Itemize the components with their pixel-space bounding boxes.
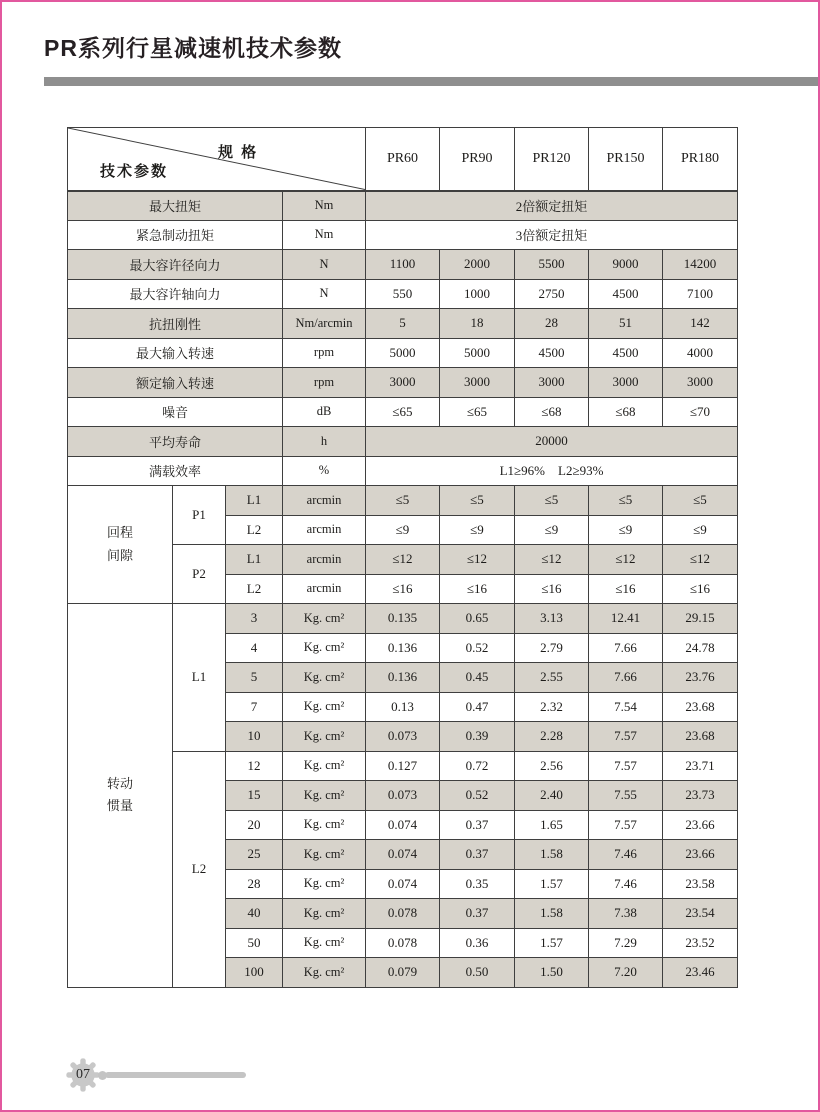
page-title: PR系列行星减速机技术参数 — [44, 35, 342, 61]
unit-cell: h — [283, 427, 366, 457]
value-cell: 4500 — [589, 338, 663, 368]
ratio-cell: 50 — [226, 928, 283, 958]
spanned-value-cell: 2倍额定扭矩 — [366, 191, 738, 221]
unit-cell: Kg. cm² — [283, 781, 366, 811]
value-cell: ≤5 — [663, 486, 738, 516]
unit-cell: rpm — [283, 368, 366, 398]
value-cell: ≤12 — [589, 545, 663, 575]
value-cell: 23.66 — [663, 840, 738, 870]
value-cell: 14200 — [663, 250, 738, 280]
ratio-cell: 100 — [226, 958, 283, 988]
value-cell: 0.127 — [366, 751, 440, 781]
value-cell: 3000 — [366, 368, 440, 398]
value-cell: 18 — [440, 309, 515, 339]
value-cell: ≤70 — [663, 397, 738, 427]
unit-cell: Kg. cm² — [283, 633, 366, 663]
value-cell: ≤5 — [440, 486, 515, 516]
value-cell: 0.078 — [366, 928, 440, 958]
unit-cell: Kg. cm² — [283, 722, 366, 752]
value-cell: ≤12 — [440, 545, 515, 575]
value-cell: 2.55 — [515, 663, 589, 693]
param-name-cell: 抗扭刚性 — [68, 309, 283, 339]
value-cell: 23.76 — [663, 663, 738, 693]
value-cell: 7.20 — [589, 958, 663, 988]
table-row — [68, 220, 738, 250]
table-row — [68, 427, 738, 457]
unit-cell: dB — [283, 397, 366, 427]
value-cell: 1100 — [366, 250, 440, 280]
column-header-pr150: PR150 — [589, 128, 663, 191]
corner-label-param: 技术参数 — [100, 162, 169, 180]
stage-cell: L1 — [226, 486, 283, 516]
value-cell: 0.073 — [366, 781, 440, 811]
value-cell: ≤9 — [663, 515, 738, 545]
ratio-cell: 10 — [226, 722, 283, 752]
value-cell: 24.78 — [663, 633, 738, 663]
table-row — [68, 250, 738, 280]
value-cell: 0.37 — [440, 810, 515, 840]
unit-cell: N — [283, 279, 366, 309]
value-cell: 0.37 — [440, 899, 515, 929]
value-cell: 2.79 — [515, 633, 589, 663]
stage-group-cell: L1 — [173, 604, 226, 752]
stage-cell: L2 — [226, 515, 283, 545]
value-cell: 0.36 — [440, 928, 515, 958]
value-cell: 1.58 — [515, 899, 589, 929]
value-cell: 0.37 — [440, 840, 515, 870]
value-cell: 0.136 — [366, 633, 440, 663]
table-row — [68, 604, 738, 634]
value-cell: 0.073 — [366, 722, 440, 752]
param-name-cell: 噪音 — [68, 397, 283, 427]
value-cell: 4500 — [515, 338, 589, 368]
value-cell: 0.52 — [440, 781, 515, 811]
table-row — [68, 397, 738, 427]
page-number: 07 — [76, 1067, 90, 1082]
value-cell: 0.079 — [366, 958, 440, 988]
value-cell: 5000 — [366, 338, 440, 368]
value-cell: 23.73 — [663, 781, 738, 811]
value-cell: 3000 — [663, 368, 738, 398]
value-cell: 1000 — [440, 279, 515, 309]
value-cell: ≤5 — [366, 486, 440, 516]
unit-cell: Kg. cm² — [283, 840, 366, 870]
value-cell: ≤68 — [515, 397, 589, 427]
value-cell: 23.68 — [663, 692, 738, 722]
column-header-pr180: PR180 — [663, 128, 738, 191]
value-cell: ≤9 — [440, 515, 515, 545]
title-underline-bar — [44, 77, 818, 86]
value-cell: 1.58 — [515, 840, 589, 870]
value-cell: ≤65 — [366, 397, 440, 427]
corner-cell — [68, 128, 366, 191]
table-row — [68, 309, 738, 339]
ratio-cell: 20 — [226, 810, 283, 840]
value-cell: 23.52 — [663, 928, 738, 958]
unit-cell: Kg. cm² — [283, 604, 366, 634]
unit-cell: rpm — [283, 338, 366, 368]
value-cell: ≤12 — [663, 545, 738, 575]
table-row — [68, 486, 738, 516]
stage-group-cell: L2 — [173, 751, 226, 987]
param-name-cell: 紧急制动扭矩 — [68, 220, 283, 250]
table-row — [68, 456, 738, 486]
value-cell: 7100 — [663, 279, 738, 309]
value-cell: 1.57 — [515, 928, 589, 958]
value-cell: ≤9 — [515, 515, 589, 545]
value-cell: ≤16 — [440, 574, 515, 604]
stage-cell: L1 — [226, 545, 283, 575]
unit-cell: Kg. cm² — [283, 899, 366, 929]
unit-cell: Kg. cm² — [283, 751, 366, 781]
value-cell: ≤65 — [440, 397, 515, 427]
value-cell: 7.66 — [589, 663, 663, 693]
value-cell: 23.54 — [663, 899, 738, 929]
value-cell: 5500 — [515, 250, 589, 280]
value-cell: 5000 — [440, 338, 515, 368]
value-cell: 0.47 — [440, 692, 515, 722]
value-cell: 4000 — [663, 338, 738, 368]
value-cell: 2.40 — [515, 781, 589, 811]
column-header-pr120: PR120 — [515, 128, 589, 191]
table-row — [68, 191, 738, 221]
table-row — [68, 279, 738, 309]
value-cell: 2000 — [440, 250, 515, 280]
inertia-section-label: 转动 惯量 — [68, 604, 173, 988]
stage-cell: L2 — [226, 574, 283, 604]
value-cell: 0.078 — [366, 899, 440, 929]
value-cell: 3000 — [440, 368, 515, 398]
header-row — [68, 128, 738, 191]
value-cell: 3000 — [515, 368, 589, 398]
value-cell: 2.28 — [515, 722, 589, 752]
ratio-cell: 5 — [226, 663, 283, 693]
unit-cell: arcmin — [283, 486, 366, 516]
value-cell: 23.66 — [663, 810, 738, 840]
value-cell: 28 — [515, 309, 589, 339]
value-cell: 0.50 — [440, 958, 515, 988]
value-cell: 1.50 — [515, 958, 589, 988]
value-cell: 1.65 — [515, 810, 589, 840]
unit-cell: arcmin — [283, 515, 366, 545]
value-cell: 2.32 — [515, 692, 589, 722]
spanned-value-cell: L1≥96% L2≥93% — [366, 456, 738, 486]
param-name-cell: 最大扭矩 — [68, 191, 283, 221]
value-cell: 7.54 — [589, 692, 663, 722]
footer-divider-line — [105, 1072, 246, 1078]
value-cell: ≤5 — [515, 486, 589, 516]
param-name-cell: 平均寿命 — [68, 427, 283, 457]
value-cell: 23.71 — [663, 751, 738, 781]
value-cell: ≤9 — [366, 515, 440, 545]
value-cell: 0.13 — [366, 692, 440, 722]
value-cell: ≤16 — [663, 574, 738, 604]
spec-table — [67, 127, 738, 988]
value-cell: ≤68 — [589, 397, 663, 427]
value-cell: 23.58 — [663, 869, 738, 899]
ratio-cell: 25 — [226, 840, 283, 870]
precision-grade-cell: P2 — [173, 545, 226, 604]
spanned-value-cell: 3倍额定扭矩 — [366, 220, 738, 250]
value-cell: 7.46 — [589, 869, 663, 899]
ratio-cell: 3 — [226, 604, 283, 634]
unit-cell: N — [283, 250, 366, 280]
value-cell: 7.29 — [589, 928, 663, 958]
unit-cell: Kg. cm² — [283, 810, 366, 840]
backlash-section-label: 回程 间隙 — [68, 486, 173, 604]
value-cell: 7.38 — [589, 899, 663, 929]
value-cell: 550 — [366, 279, 440, 309]
spanned-value-cell: 20000 — [366, 427, 738, 457]
ratio-cell: 40 — [226, 899, 283, 929]
param-name-cell: 满载效率 — [68, 456, 283, 486]
unit-cell: Kg. cm² — [283, 692, 366, 722]
ratio-cell: 28 — [226, 869, 283, 899]
value-cell: 29.15 — [663, 604, 738, 634]
value-cell: 0.45 — [440, 663, 515, 693]
page-number-gear — [65, 1057, 101, 1093]
column-header-pr60: PR60 — [366, 128, 440, 191]
unit-cell: Nm — [283, 191, 366, 221]
unit-cell: Nm/arcmin — [283, 309, 366, 339]
precision-grade-cell: P1 — [173, 486, 226, 545]
value-cell: 4500 — [589, 279, 663, 309]
value-cell: ≤16 — [589, 574, 663, 604]
value-cell: 0.135 — [366, 604, 440, 634]
value-cell: 7.57 — [589, 751, 663, 781]
ratio-cell: 12 — [226, 751, 283, 781]
param-name-cell: 最大容许轴向力 — [68, 279, 283, 309]
value-cell: 0.39 — [440, 722, 515, 752]
value-cell: 12.41 — [589, 604, 663, 634]
value-cell: ≤12 — [515, 545, 589, 575]
value-cell: 0.52 — [440, 633, 515, 663]
value-cell: 0.72 — [440, 751, 515, 781]
unit-cell: Nm — [283, 220, 366, 250]
value-cell: 3.13 — [515, 604, 589, 634]
value-cell: 7.57 — [589, 810, 663, 840]
value-cell: 7.46 — [589, 840, 663, 870]
ratio-cell: 4 — [226, 633, 283, 663]
value-cell: 1.57 — [515, 869, 589, 899]
value-cell: 7.66 — [589, 633, 663, 663]
value-cell: ≤5 — [589, 486, 663, 516]
value-cell: 3000 — [589, 368, 663, 398]
value-cell: 2.56 — [515, 751, 589, 781]
spec-table-body — [68, 191, 738, 988]
unit-cell: arcmin — [283, 574, 366, 604]
value-cell: ≤16 — [515, 574, 589, 604]
ratio-cell: 7 — [226, 692, 283, 722]
value-cell: 0.136 — [366, 663, 440, 693]
unit-cell: Kg. cm² — [283, 958, 366, 988]
value-cell: 51 — [589, 309, 663, 339]
column-header-pr90: PR90 — [440, 128, 515, 191]
value-cell: 7.55 — [589, 781, 663, 811]
value-cell: 5 — [366, 309, 440, 339]
value-cell: 0.65 — [440, 604, 515, 634]
unit-cell: % — [283, 456, 366, 486]
ratio-cell: 15 — [226, 781, 283, 811]
value-cell: 0.074 — [366, 840, 440, 870]
value-cell: ≤9 — [589, 515, 663, 545]
unit-cell: Kg. cm² — [283, 928, 366, 958]
unit-cell: Kg. cm² — [283, 663, 366, 693]
value-cell: 0.074 — [366, 810, 440, 840]
value-cell: 142 — [663, 309, 738, 339]
value-cell: 7.57 — [589, 722, 663, 752]
table-row — [68, 338, 738, 368]
param-name-cell: 最大容许径向力 — [68, 250, 283, 280]
value-cell: 23.68 — [663, 722, 738, 752]
value-cell: 0.35 — [440, 869, 515, 899]
unit-cell: arcmin — [283, 545, 366, 575]
corner-label-spec: 规 格 — [218, 144, 259, 161]
value-cell: 9000 — [589, 250, 663, 280]
value-cell: ≤12 — [366, 545, 440, 575]
value-cell: 23.46 — [663, 958, 738, 988]
param-name-cell: 最大输入转速 — [68, 338, 283, 368]
table-row — [68, 368, 738, 398]
unit-cell: Kg. cm² — [283, 869, 366, 899]
value-cell: ≤16 — [366, 574, 440, 604]
value-cell: 2750 — [515, 279, 589, 309]
param-name-cell: 额定输入转速 — [68, 368, 283, 398]
value-cell: 0.074 — [366, 869, 440, 899]
